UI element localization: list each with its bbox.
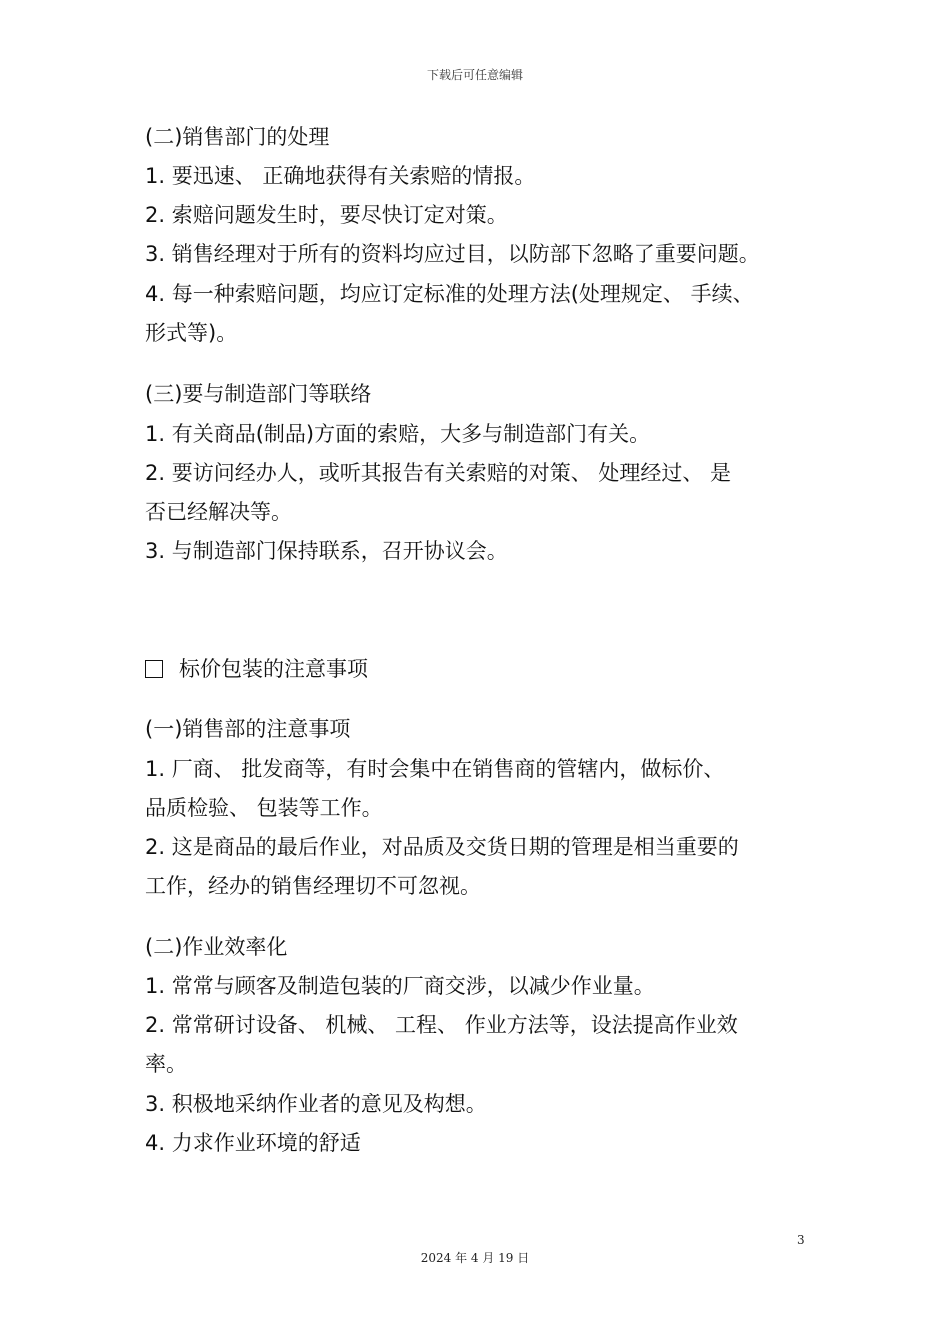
list-item: 1. 有关商品(制品)方面的索赔，大多与制造部门有关。	[145, 422, 651, 446]
section-heading-contact-manufacturing: (三)要与制造部门等联络	[145, 382, 372, 406]
list-item-continuation: 否已经解决等。	[145, 500, 292, 524]
list-item: 2. 常常研讨设备、 机械、 工程、 作业方法等，设法提高作业效	[145, 1013, 738, 1037]
section-heading-sales-dept-notes: (一)销售部的注意事项	[145, 717, 351, 741]
list-item: 3. 销售经理对于所有的资料均应过目，以防部下忽略了重要问题。	[145, 242, 760, 266]
list-item-continuation: 工作，经办的销售经理切不可忽视。	[145, 874, 481, 898]
page-header-note: 下载后可任意编辑	[426, 68, 523, 82]
pricing-packaging-heading	[145, 655, 368, 683]
checkbox-icon	[145, 660, 163, 678]
footer-date: 2024 年 4 月 19 日	[420, 1251, 530, 1265]
list-item: 3. 与制造部门保持联系，召开协议会。	[145, 539, 508, 563]
list-item: 4. 力求作业环境的舒适	[145, 1131, 361, 1155]
list-item-continuation: 品质检验、 包装等工作。	[145, 796, 383, 820]
list-item: 2. 要访问经办人，或听其报告有关索赔的对策、 处理经过、 是	[145, 461, 732, 485]
list-item: 3. 积极地采纳作业者的意见及构想。	[145, 1092, 487, 1116]
page-number: 3	[797, 1233, 805, 1247]
list-item: 1. 常常与顾客及制造包装的厂商交涉，以减少作业量。	[145, 974, 655, 998]
pricing-packaging-title: 标价包装的注意事项	[179, 657, 368, 681]
section-heading-efficiency: (二)作业效率化	[145, 935, 288, 959]
list-item: 2. 这是商品的最后作业，对品质及交货日期的管理是相当重要的	[145, 835, 739, 859]
section-heading-sales-dept-handling: (二)销售部门的处理	[145, 125, 330, 149]
list-item: 1. 厂商、 批发商等，有时会集中在销售商的管辖内，做标价、	[145, 757, 725, 781]
list-item: 4. 每一种索赔问题，均应订定标准的处理方法(处理规定、 手续、	[145, 282, 754, 306]
list-item-continuation: 形式等)。	[145, 321, 238, 345]
list-item: 1. 要迅速、 正确地获得有关索赔的情报。	[145, 164, 536, 188]
list-item-continuation: 率。	[145, 1052, 187, 1076]
list-item: 2. 索赔问题发生时，要尽快订定对策。	[145, 203, 508, 227]
